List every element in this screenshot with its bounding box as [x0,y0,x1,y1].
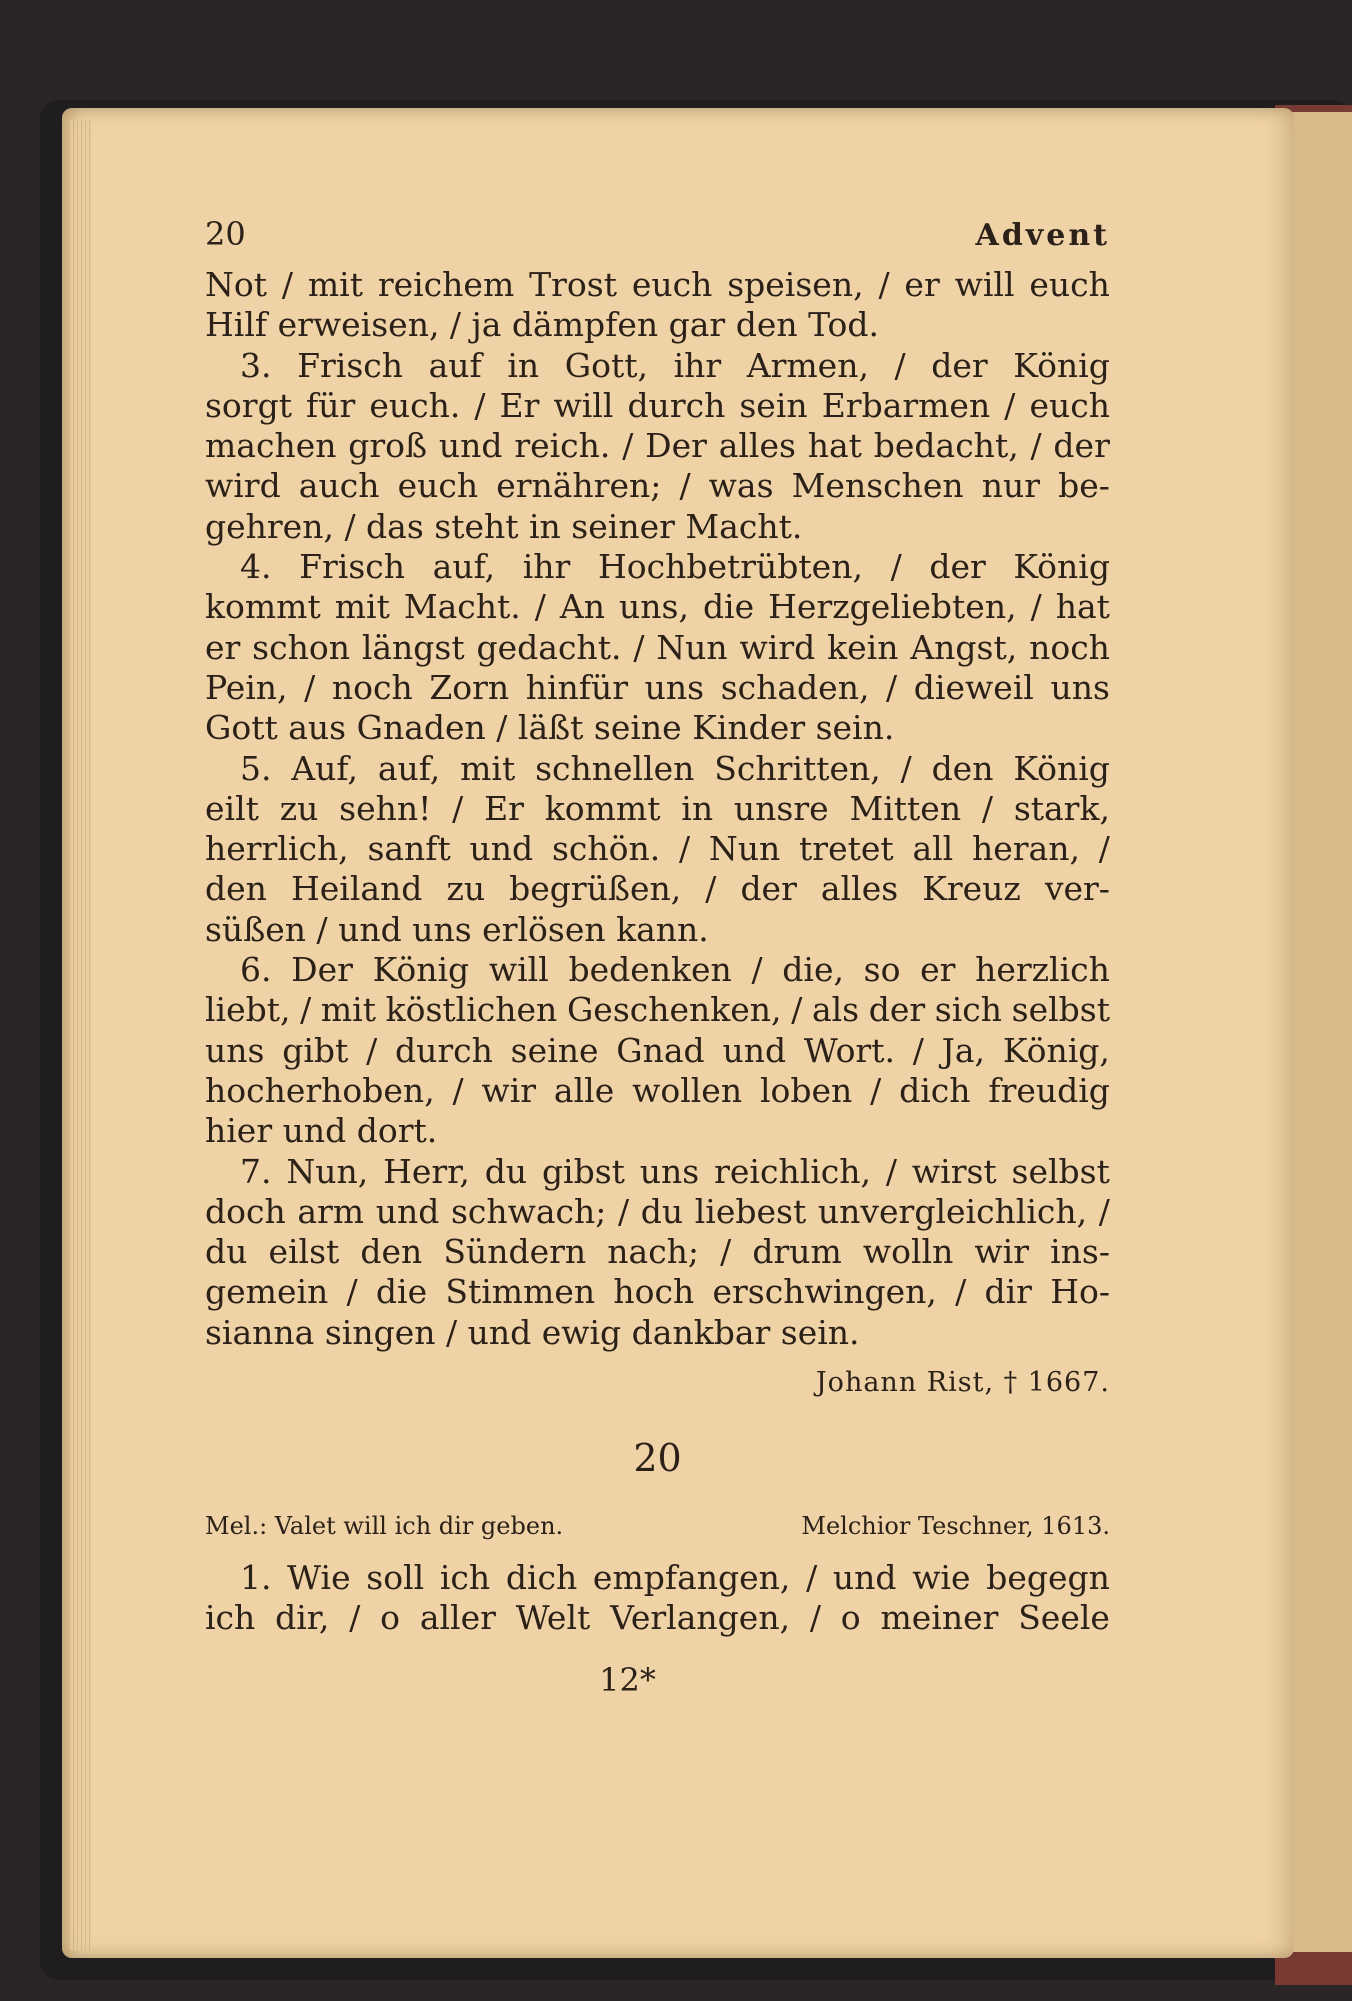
text-line: 4. Frisch auf, ihr Hochbetrübten, / der König [240,547,1110,587]
text-line: Not / mit reichem Trost euch speisen, / er will euch [205,265,1110,304]
text-line: hier und dort. [205,1111,438,1151]
text-line: kommt mit Macht. / An uns, die Herzgeliebten, / hat [205,587,1110,627]
text-line: doch arm und schwach; / du liebest unvergleichlich, / [205,1191,1110,1231]
text-line: den Heiland zu begrüßen, / der alles Kreuz ver- [205,869,1110,909]
melody-composer: Melchior Teschner, 1613. [801,1512,1110,1541]
text-line: wird auch euch ernähren; / was Menschen nur be- [205,466,1110,506]
text-line: machen groß und reich. / Der alles hat bedacht, / der [205,426,1110,466]
text-line: herrlich, sanft und schön. / Nun tretet all heran, / [205,829,1110,869]
text-line: uns gibt / durch seine Gnad und Wort. / Ja, König, [205,1030,1110,1070]
page-number: 20 [205,215,246,253]
text-line: gehren, / das steht in seiner Macht. [205,506,803,546]
running-header [205,215,1110,253]
text-line: gemein / die Stimmen hoch erschwingen, / dir Ho- [205,1272,1110,1312]
hymn-attribution: Johann Rist, † 1667. [815,1367,1110,1399]
text-line: Hilf erweisen, / ja dämpfen gar den Tod. [205,305,880,345]
melody-line [205,1512,1110,1540]
text-line: eilt zu sehn! / Er kommt in unsre Mitten / stark, [205,788,1110,828]
page-content [205,215,1110,1699]
next-hymn-text [205,1558,1110,1639]
text-line: sianna singen / und ewig dankbar sein. [205,1312,860,1352]
printer-signature: 12* [599,1660,656,1699]
text-line: 1. Wie soll ich dich empfangen, / und wie begegn [240,1558,1110,1598]
page-stack-edges [70,120,92,1950]
melody-name: Mel.: Valet will ich dir geben. [205,1512,564,1541]
text-line: ich dir, / o aller Welt Verlangen, / o meiner Seele [205,1598,1110,1638]
text-line: du eilst den Sündern nach; / drum wolln wir ins- [205,1232,1110,1272]
text-line: sorgt für euch. / Er will durch sein Erbarmen / euch [205,385,1110,425]
text-line: 3. Frisch auf in Gott, ihr Armen, / der König [240,345,1110,385]
text-line: er schon längst gedacht. / Nun wird kein Angst, noch [205,627,1110,667]
hymn-text [205,265,1110,1353]
text-line: liebt, / mit köstlichen Geschenken, / als der sich selbst [205,990,1110,1030]
section-title: Advent [975,218,1110,253]
text-line: süßen / und uns erlösen kann. [205,909,709,949]
text-line: hocherhoben, / wir alle wollen loben / dich freudig [205,1070,1110,1110]
text-line: Gott aus Gnaden / läßt seine Kinder sein. [205,708,895,748]
text-line: Pein, / noch Zorn hinfür uns schaden, / dieweil uns [205,667,1110,707]
text-line: 5. Auf, auf, mit schnellen Schritten, / den König [240,748,1110,788]
text-line: 6. Der König will bedenken / die, so er herzlich [240,950,1110,990]
text-line: 7. Nun, Herr, du gibst uns reichlich, / wirst selbst [240,1151,1110,1191]
hymn-number: 20 [633,1436,682,1481]
